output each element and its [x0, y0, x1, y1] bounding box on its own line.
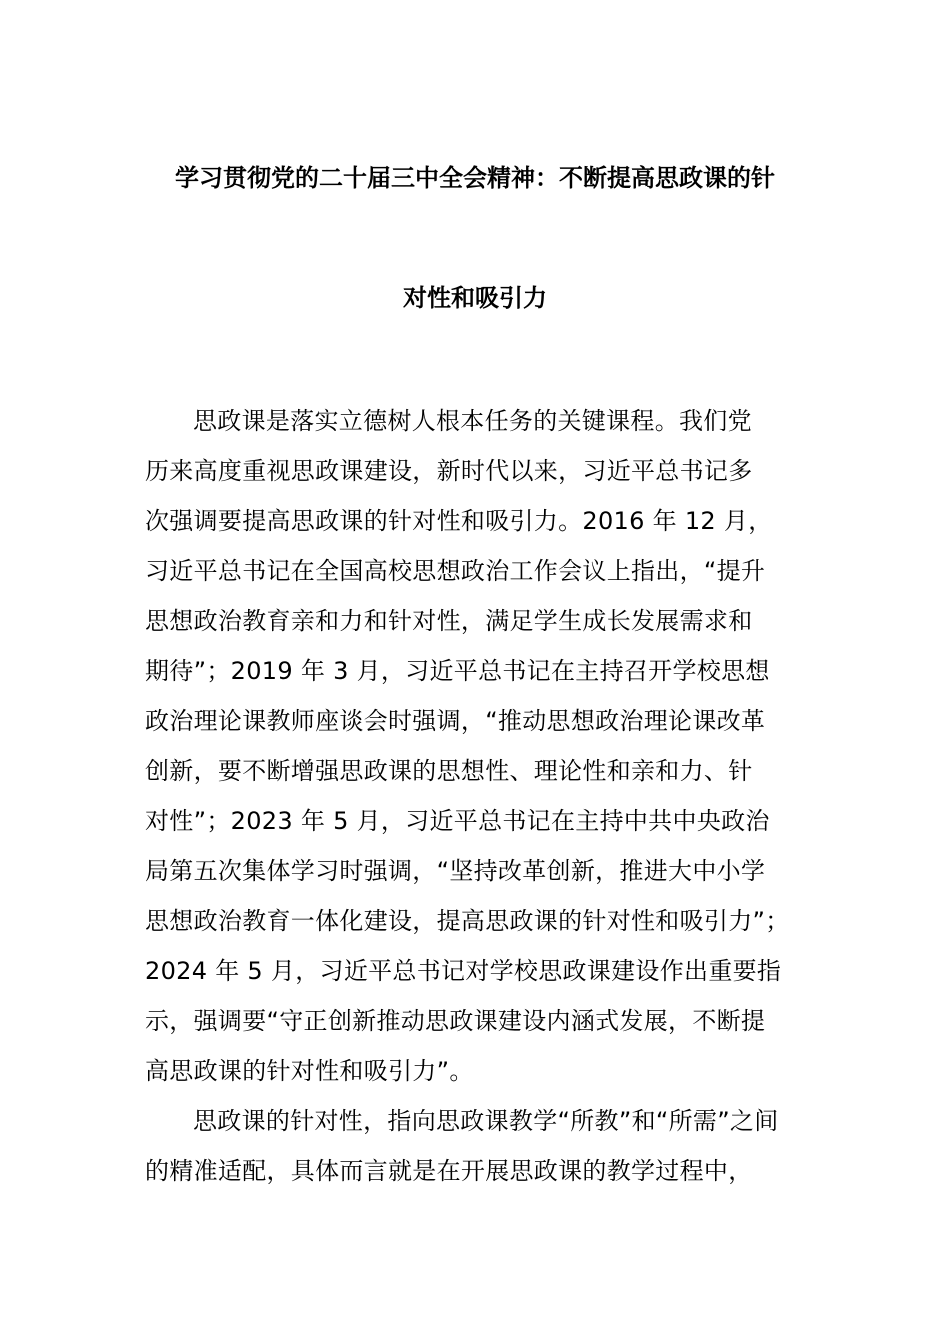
paragraph-line: 对性”；2023 年 5 月，习近平总书记在主持中共中央政治: [145, 807, 770, 835]
document-title-line-1: 学习贯彻党的二十届三中全会精神：不断提高思政课的针: [175, 164, 775, 192]
paragraph-line: 高思政课的针对性和吸引力”。: [145, 1057, 474, 1085]
paragraph-line: 思政课的针对性，指向思政课教学“所教”和“所需”之间: [193, 1107, 779, 1135]
paragraph-line: 的精准适配，具体而言就是在开展思政课的教学过程中，: [145, 1157, 753, 1185]
paragraph-line: 习近平总书记在全国高校思想政治工作会议上指出，“提升: [145, 557, 766, 585]
paragraph-line: 政治理论课教师座谈会时强调，“推动思想政治理论课改革: [145, 707, 766, 735]
paragraph-line: 期待”；2019 年 3 月，习近平总书记在主持召开学校思想: [145, 657, 770, 685]
paragraph-line: 历来高度重视思政课建设，新时代以来，习近平总书记多: [145, 457, 753, 485]
paragraph-line: 思想政治教育一体化建设，提高思政课的针对性和吸引力”；: [145, 907, 790, 935]
paragraph-line: 示，强调要“守正创新推动思政课建设内涵式发展，不断提: [145, 1007, 766, 1035]
paragraph-line: 次强调要提高思政课的针对性和吸引力。2016 年 12 月，: [145, 507, 773, 535]
paragraph-line: 局第五次集体学习时强调，“坚持改革创新，推进大中小学: [145, 857, 766, 885]
paragraph-line: 思政课是落实立德树人根本任务的关键课程。我们党: [193, 407, 752, 435]
paragraph-line: 2024 年 5 月，习近平总书记对学校思政课建设作出重要指: [145, 957, 782, 985]
paragraph-line: 思想政治教育亲和力和针对性，满足学生成长发展需求和: [145, 607, 753, 635]
paragraph-line: 创新，要不断增强思政课的思想性、理论性和亲和力、针: [145, 757, 753, 785]
document-title-line-2: 对性和吸引力: [403, 284, 547, 312]
